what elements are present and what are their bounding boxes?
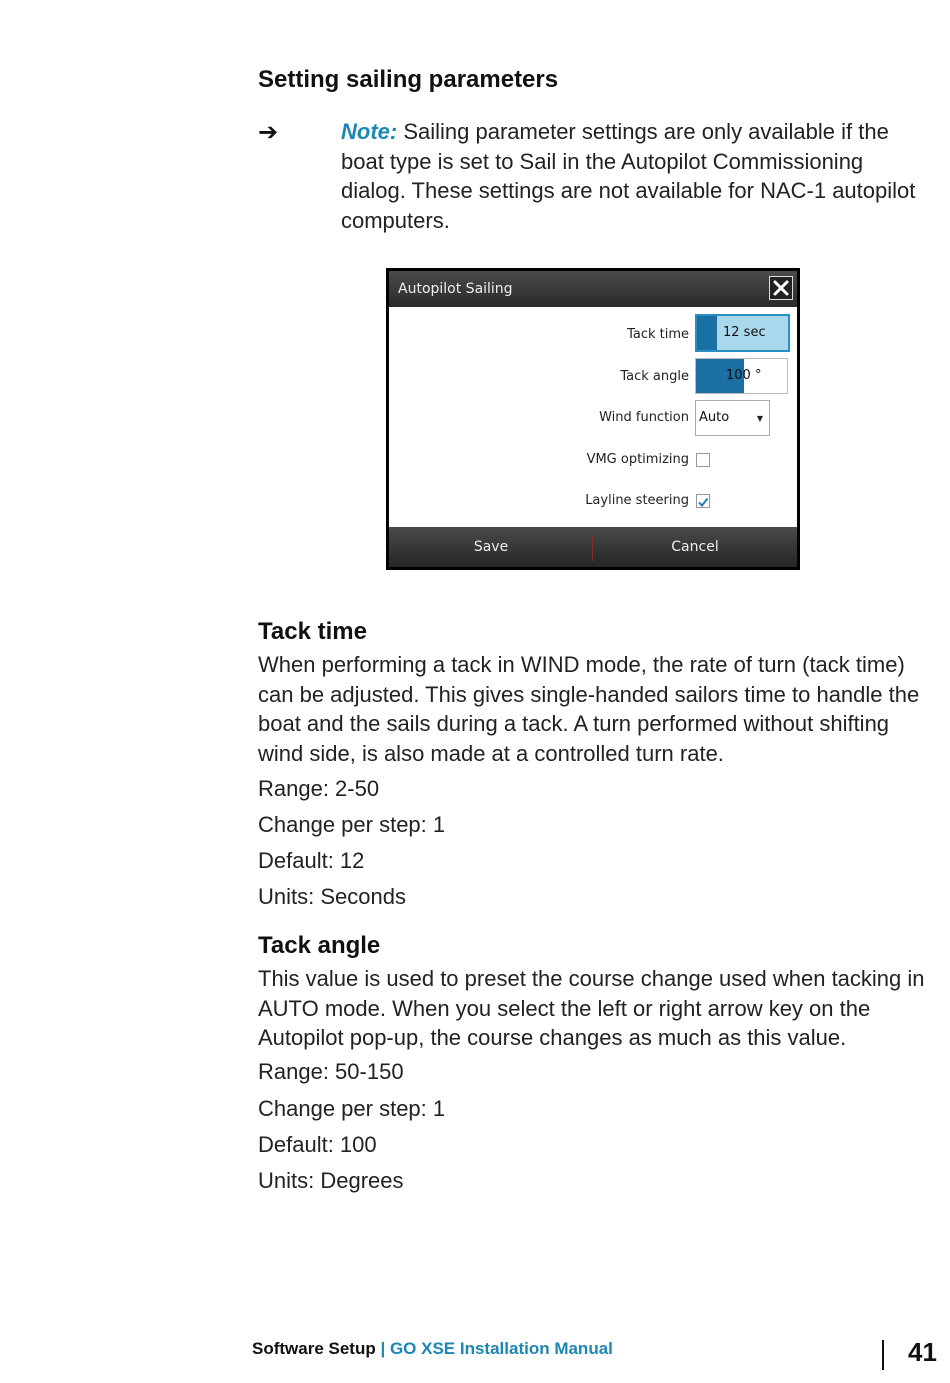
- wind-function-label: Wind function: [599, 410, 689, 425]
- tack-angle-label: Tack angle: [620, 369, 689, 384]
- section-title: Setting sailing parameters: [258, 66, 559, 93]
- note-text: Sailing parameter settings are only available if the boat type is set to Sail in the Autopilot Commissioning dialog. These settings are not available for NAC-1 autopilot computers.: [341, 119, 916, 233]
- save-button[interactable]: Save: [473, 539, 509, 555]
- tack-time-slider[interactable]: [695, 314, 790, 352]
- tack-angle-default: Default: 100: [258, 1132, 377, 1157]
- dialog-title: Autopilot Sailing: [398, 281, 513, 297]
- tack-angle-value: 100 °: [726, 368, 762, 383]
- tack-angle-heading: Tack angle: [258, 932, 381, 959]
- tack-time-range: Range: 2-50: [258, 776, 380, 801]
- tack-time-units: Units: Seconds: [258, 884, 406, 909]
- footer-separator: |: [375, 1339, 390, 1358]
- tack-angle-units: Units: Degrees: [258, 1168, 404, 1193]
- tack-angle-step: Change per step: 1: [258, 1096, 446, 1121]
- footer-manual-title: GO XSE Installation Manual: [389, 1339, 613, 1358]
- dialog-footer: [389, 527, 797, 567]
- tack-angle-slider[interactable]: [695, 358, 788, 394]
- tack-time-slider-fill: [697, 316, 717, 350]
- tack-angle-body: This value is used to preset the course change used when tacking in AUTO mode. When you select the left or right arrow key on the Autopilot pop-up, the course changes as much as this value.: [258, 966, 925, 1050]
- arrow-icon: ➔: [258, 119, 279, 146]
- dialog-titlebar: [389, 271, 797, 307]
- note-paragraph: [341, 117, 926, 235]
- page-number: 41: [908, 1337, 937, 1367]
- footer-divider: [882, 1340, 884, 1370]
- tack-time-step: Change per step: 1: [258, 812, 446, 837]
- cancel-button[interactable]: Cancel: [671, 539, 719, 555]
- vmg-optimizing-checkbox[interactable]: [696, 453, 710, 467]
- vmg-optimizing-label: VMG optimizing: [586, 452, 689, 467]
- chevron-down-icon: ▼: [756, 414, 763, 423]
- tack-time-body: When performing a tack in WIND mode, the rate of turn (tack time) can be adjusted. This gives single-handed sailors time to handle the boat and the sails during a tack. A turn performed without shifting wind side, is also made at a controlled turn rate.: [258, 652, 920, 766]
- page-footer: [252, 1339, 613, 1359]
- tack-time-default: Default: 12: [258, 848, 365, 873]
- autopilot-sailing-dialog: [386, 268, 800, 570]
- tack-time-label: Tack time: [627, 327, 689, 342]
- layline-steering-label: Layline steering: [585, 493, 689, 508]
- tack-angle-range: Range: 50-150: [258, 1059, 404, 1084]
- checkmark-icon: [697, 496, 709, 508]
- footer-section: Software Setup: [252, 1339, 376, 1358]
- note-label: Note:: [341, 119, 398, 144]
- wind-function-value: Auto: [699, 410, 730, 425]
- tack-time-heading: Tack time: [258, 618, 367, 645]
- tack-time-value: 12 sec: [723, 325, 766, 340]
- layline-steering-checkbox[interactable]: [696, 494, 710, 508]
- wind-function-select[interactable]: [695, 400, 770, 436]
- close-icon[interactable]: [769, 276, 793, 300]
